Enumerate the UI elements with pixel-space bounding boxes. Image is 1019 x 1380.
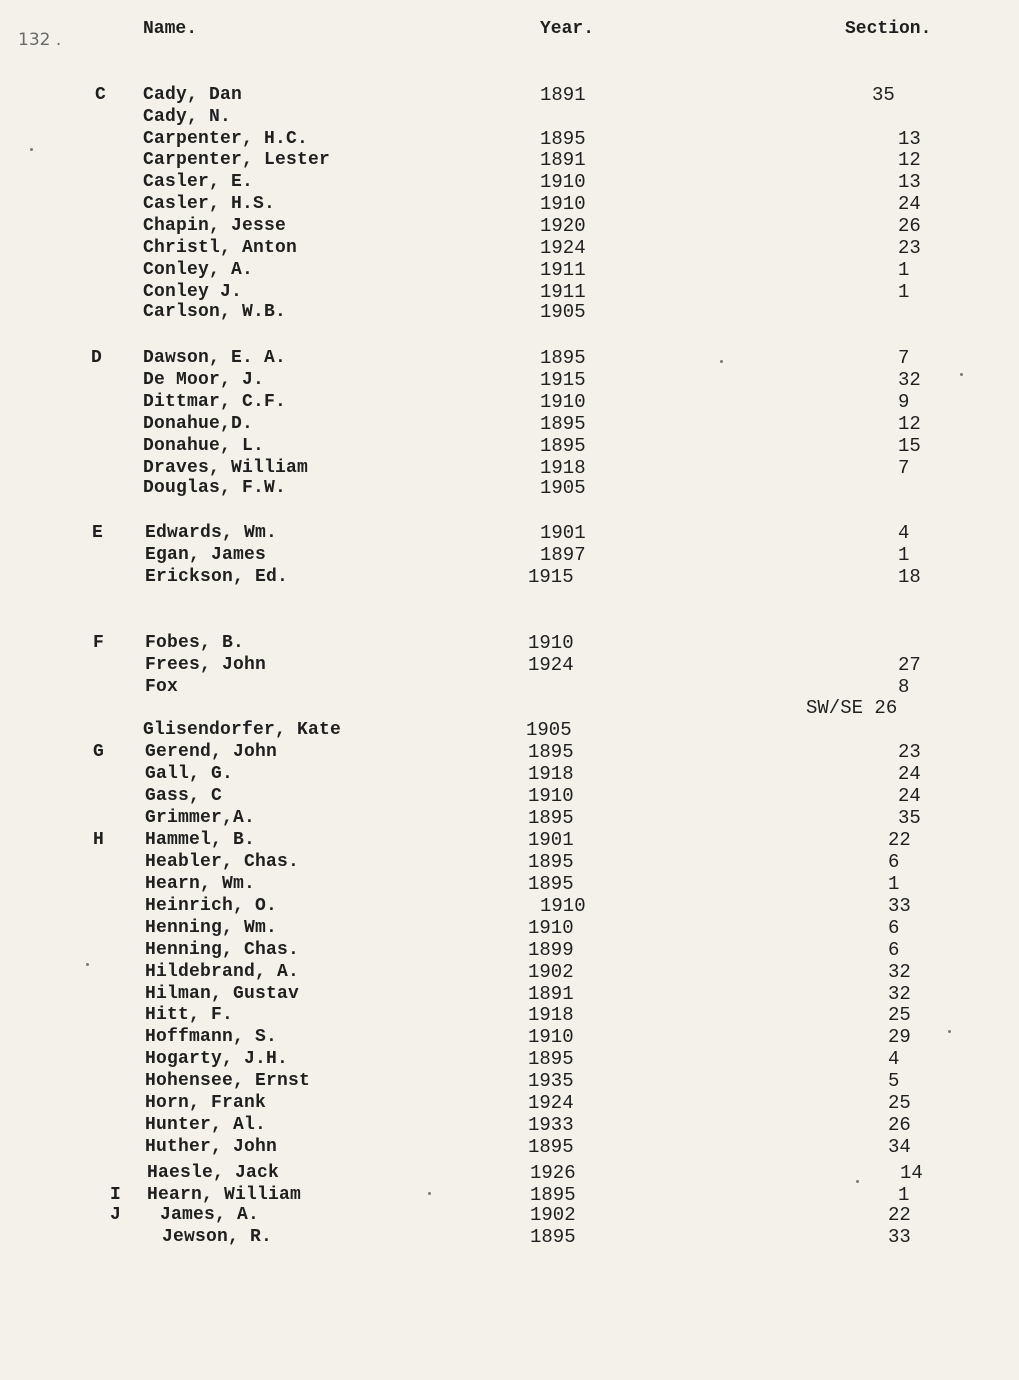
ledger-row (0, 851, 1019, 873)
burial-year: 1901 (540, 522, 586, 544)
section-number: 35 (898, 807, 921, 829)
section-number: 25 (888, 1004, 911, 1026)
section-number: 23 (898, 741, 921, 763)
person-name: Gall, G. (145, 764, 234, 784)
burial-year: 1895 (540, 347, 586, 369)
section-letter: I (110, 1185, 121, 1205)
ledger-row (0, 391, 1019, 413)
burial-year: 1895 (528, 1136, 574, 1158)
burial-year: 1915 (540, 369, 586, 391)
ledger-row (0, 873, 1019, 895)
person-name: Jewson, R. (162, 1227, 273, 1247)
burial-year: 1933 (528, 1114, 574, 1136)
burial-year: 1899 (528, 939, 574, 961)
section-number: 33 (888, 1226, 911, 1248)
ledger-row (0, 676, 1019, 698)
section-letter: D (91, 348, 102, 368)
burial-year: 1910 (528, 632, 574, 654)
section-number: 1 (898, 1184, 910, 1206)
person-name: Hohensee, Ernst (145, 1071, 311, 1091)
burial-year: 1895 (530, 1184, 576, 1206)
person-name: Gass, C (145, 786, 223, 806)
burial-year: 1891 (540, 84, 586, 106)
ledger-row (0, 477, 1019, 499)
section-number: 23 (898, 237, 921, 259)
section-number: 13 (898, 171, 921, 193)
person-name: Edwards, Wm. (145, 523, 278, 543)
paper-speck (30, 148, 33, 151)
burial-year: 1924 (528, 654, 574, 676)
person-name: Henning, Chas. (145, 940, 300, 960)
ledger-row (0, 1026, 1019, 1048)
person-name: Haesle, Jack (147, 1163, 280, 1183)
ledger-row (0, 741, 1019, 763)
section-number: 8 (898, 676, 910, 698)
person-name: Frees, John (145, 655, 267, 675)
burial-year: 1910 (528, 917, 574, 939)
ledger-row (0, 719, 1019, 741)
burial-year: 1895 (540, 413, 586, 435)
ledger-row (0, 939, 1019, 961)
section-number: 33 (888, 895, 911, 917)
ledger-row (0, 1226, 1019, 1248)
burial-year: 1902 (528, 961, 574, 983)
ledger-row (0, 654, 1019, 676)
person-name: Cady, Dan (143, 85, 243, 105)
burial-year: 1910 (528, 785, 574, 807)
section-letter: C (95, 85, 106, 105)
name-column-header: Name. (143, 19, 198, 39)
section-column-header: Section. (845, 19, 932, 39)
section-number: 6 (888, 851, 900, 873)
burial-year: 1918 (540, 457, 586, 479)
person-name: Cady, N. (143, 107, 232, 127)
section-letter: H (93, 830, 104, 850)
burial-year: 1910 (540, 171, 586, 193)
ledger-row (0, 1136, 1019, 1158)
ledger-row (0, 895, 1019, 917)
section-number: 6 (888, 939, 900, 961)
page-number: 132 . (18, 30, 62, 50)
person-name: Glisendorfer, Kate (143, 720, 342, 740)
burial-year: 1915 (528, 566, 574, 588)
burial-year: 1924 (528, 1092, 574, 1114)
paper-speck (948, 1030, 951, 1033)
ledger-row (0, 106, 1019, 128)
person-name: Hunter, Al. (145, 1115, 267, 1135)
ledger-row (0, 301, 1019, 323)
burial-year: 1918 (528, 763, 574, 785)
section-number: 24 (898, 763, 921, 785)
person-name: Fobes, B. (145, 633, 245, 653)
burial-year: 1895 (528, 851, 574, 873)
person-name: Huther, John (145, 1137, 278, 1157)
ledger-row (0, 1184, 1019, 1206)
section-number: 9 (898, 391, 910, 413)
section-number: 13 (898, 128, 921, 150)
person-name: Erickson, Ed. (145, 567, 289, 587)
person-name: Henning, Wm. (145, 918, 278, 938)
person-name: Dawson, E. A. (143, 348, 287, 368)
burial-year: 1891 (528, 983, 574, 1005)
person-name: Carpenter, Lester (143, 150, 331, 170)
ledger-row (0, 435, 1019, 457)
person-name: Fox (145, 677, 179, 697)
burial-year: 1918 (528, 1004, 574, 1026)
ledger-row (0, 149, 1019, 171)
ledger-row (0, 259, 1019, 281)
section-number: 26 (888, 1114, 911, 1136)
ledger-row (0, 1114, 1019, 1136)
person-name: Chapin, Jesse (143, 216, 287, 236)
burial-year: 1905 (540, 477, 586, 499)
person-name: Conley J. (143, 282, 243, 302)
burial-year: 1910 (528, 1026, 574, 1048)
burial-year: 1926 (530, 1162, 576, 1184)
person-name: De Moor, J. (143, 370, 265, 390)
person-name: Hildebrand, A. (145, 962, 300, 982)
section-number: 27 (898, 654, 921, 676)
section-number: 15 (898, 435, 921, 457)
ledger-row (0, 544, 1019, 566)
section-number: 32 (898, 369, 921, 391)
section-number: 35 (872, 84, 895, 106)
burial-year: 1897 (540, 544, 586, 566)
year-column-header: Year. (540, 19, 595, 39)
section-number: 18 (898, 566, 921, 588)
section-letter: J (110, 1205, 121, 1225)
person-name: Grimmer,A. (145, 808, 256, 828)
person-name: Egan, James (145, 545, 267, 565)
section-letter: G (93, 742, 104, 762)
ledger-row (0, 785, 1019, 807)
paper-speck (86, 963, 89, 966)
burial-year: 1895 (528, 741, 574, 763)
person-name: Horn, Frank (145, 1093, 267, 1113)
burial-year: 1911 (540, 259, 586, 281)
section-number: 22 (888, 829, 911, 851)
section-number: 32 (888, 961, 911, 983)
burial-year: 1905 (540, 301, 586, 323)
section-number: 32 (888, 983, 911, 1005)
person-name: Carlson, W.B. (143, 302, 287, 322)
person-name: Hearn, Wm. (145, 874, 256, 894)
section-number: 1 (898, 281, 910, 303)
section-number: 12 (898, 149, 921, 171)
person-name: Hilman, Gustav (145, 984, 300, 1004)
ledger-row (0, 697, 1019, 719)
person-name: Donahue,D. (143, 414, 254, 434)
section-number: 12 (898, 413, 921, 435)
ledger-row (0, 522, 1019, 544)
section-number: 6 (888, 917, 900, 939)
section-number: 22 (888, 1204, 911, 1226)
ledger-row (0, 983, 1019, 1005)
burial-year: 1910 (540, 193, 586, 215)
section-number: 25 (888, 1092, 911, 1114)
burial-year: 1920 (540, 215, 586, 237)
section-number: 1 (888, 873, 900, 895)
section-letter: F (93, 633, 104, 653)
person-name: Douglas, F.W. (143, 478, 287, 498)
burial-year: 1910 (540, 391, 586, 413)
section-number: 14 (900, 1162, 923, 1184)
ledger-row (0, 632, 1019, 654)
burial-year: 1905 (526, 719, 572, 741)
section-number: 29 (888, 1026, 911, 1048)
section-number: 24 (898, 193, 921, 215)
paper-speck (856, 1180, 859, 1183)
ledger-row (0, 281, 1019, 303)
person-name: Hammel, B. (145, 830, 256, 850)
burial-year: 1895 (528, 1048, 574, 1070)
ledger-row (0, 237, 1019, 259)
person-name: Casler, E. (143, 172, 254, 192)
ledger-row (0, 413, 1019, 435)
burial-year: 1891 (540, 149, 586, 171)
ledger-row (0, 1070, 1019, 1092)
ledger-row (0, 215, 1019, 237)
burial-year: 1895 (528, 873, 574, 895)
ledger-row (0, 369, 1019, 391)
burial-year: 1911 (540, 281, 586, 303)
person-name: Heinrich, O. (145, 896, 278, 916)
ledger-row (0, 347, 1019, 369)
ledger-row (0, 829, 1019, 851)
burial-year: 1902 (530, 1204, 576, 1226)
paper-speck (720, 360, 723, 363)
burial-year: 1895 (530, 1226, 576, 1248)
ledger-row (0, 84, 1019, 106)
section-number: 26 (898, 215, 921, 237)
burial-year: 1935 (528, 1070, 574, 1092)
section-number: 4 (898, 522, 910, 544)
person-name: Hoffmann, S. (145, 1027, 278, 1047)
burial-year: 1895 (528, 807, 574, 829)
ledger-row (0, 1048, 1019, 1070)
section-number: 5 (888, 1070, 900, 1092)
ledger-row (0, 1004, 1019, 1026)
ledger-row (0, 1204, 1019, 1226)
person-name: Hearn, William (147, 1185, 302, 1205)
ledger-row (0, 763, 1019, 785)
section-number: 4 (888, 1048, 900, 1070)
person-name: Donahue, L. (143, 436, 265, 456)
section-letter: E (92, 523, 103, 543)
section-number: SW/SE 26 (806, 697, 898, 719)
ledger-row (0, 807, 1019, 829)
ledger-row (0, 1092, 1019, 1114)
person-name: Casler, H.S. (143, 194, 276, 214)
ledger-row (0, 171, 1019, 193)
person-name: Heabler, Chas. (145, 852, 300, 872)
ledger-row (0, 917, 1019, 939)
burial-year: 1895 (540, 435, 586, 457)
person-name: Christl, Anton (143, 238, 298, 258)
ledger-row (0, 128, 1019, 150)
person-name: Dittmar, C.F. (143, 392, 287, 412)
section-number: 24 (898, 785, 921, 807)
person-name: Draves, William (143, 458, 309, 478)
ledger-row (0, 193, 1019, 215)
person-name: Gerend, John (145, 742, 278, 762)
section-number: 7 (898, 457, 910, 479)
person-name: Conley, A. (143, 260, 254, 280)
ledger-row (0, 566, 1019, 588)
person-name: Carpenter, H.C. (143, 129, 309, 149)
person-name: Hogarty, J.H. (145, 1049, 289, 1069)
paper-speck (428, 1192, 431, 1195)
section-number: 7 (898, 347, 910, 369)
person-name: Hitt, F. (145, 1005, 234, 1025)
section-number: 34 (888, 1136, 911, 1158)
burial-year: 1910 (540, 895, 586, 917)
section-number: 1 (898, 259, 910, 281)
burial-year: 1901 (528, 829, 574, 851)
burial-year: 1924 (540, 237, 586, 259)
ledger-row (0, 1162, 1019, 1184)
section-number: 1 (898, 544, 910, 566)
paper-speck (960, 373, 963, 376)
person-name: James, A. (160, 1205, 260, 1225)
ledger-row (0, 457, 1019, 479)
burial-year: 1895 (540, 128, 586, 150)
ledger-row (0, 961, 1019, 983)
